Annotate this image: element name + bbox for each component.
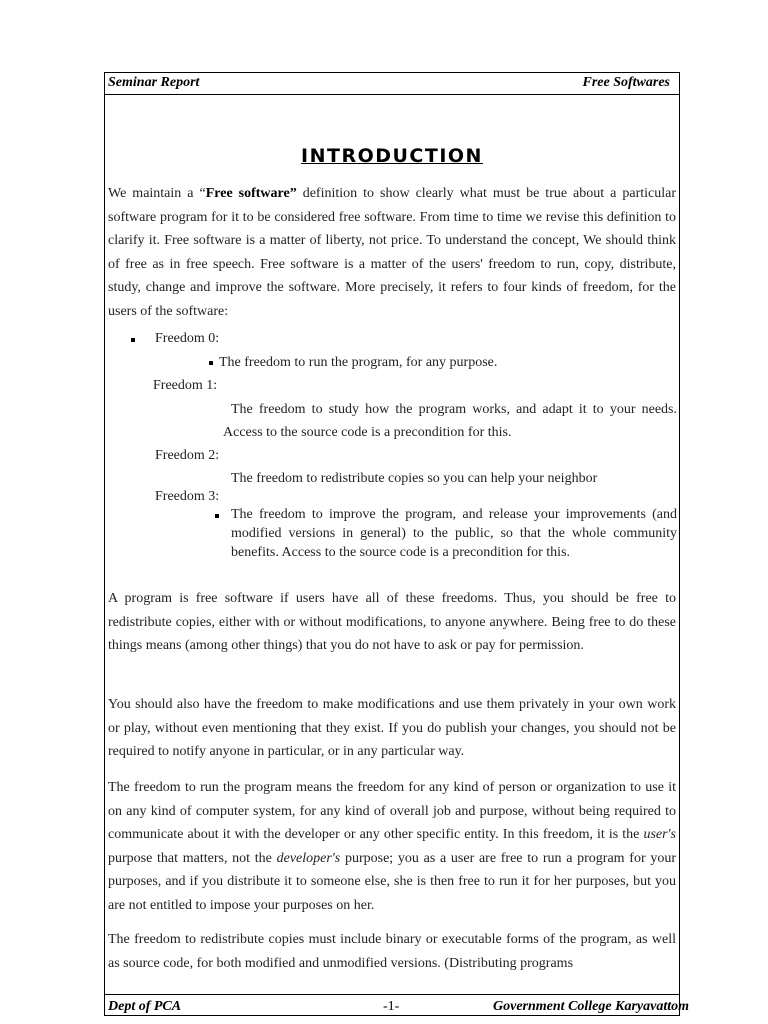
footer-page-number: -1-	[383, 999, 400, 1014]
freedom-3-label: Freedom 3:	[155, 489, 220, 504]
paragraph-modifications: You should also have the freedom to make modifications and use them privately in your own work or play, without even mentioning that they exist. If you do publish your changes, you should not be required to notify anyone in particular, or in any particular way.	[108, 697, 676, 759]
footer-rule	[104, 994, 680, 995]
p4-text-c: purpose; you as a user are free to run a program for your purposes, and if you distribute it to someone else, she is then free to run it for her purposes, but you are not entitled to impose your purposes on her.	[108, 850, 676, 913]
paragraph-permission: A program is free software if users have all of these freedoms. Thus, you should be free to redistribute copies, either with or without modifications, to anyone anywhere. Being free to do these things means (among other things) that you do not have to ask or pay for permission.	[108, 591, 676, 653]
paragraph-run-freedom	[108, 776, 676, 917]
p4-text-b: purpose that matters, not the	[108, 850, 277, 866]
freedom-0-bullet	[131, 338, 135, 342]
intro-paragraph	[108, 182, 676, 323]
freedom-2-text: The freedom to redistribute copies so you can help your neighbor	[231, 471, 598, 486]
footer-college: Government College Karyavattom	[493, 999, 689, 1014]
freedom-0-desc-bullet	[209, 361, 213, 365]
freedom-3-desc-bullet	[215, 514, 219, 518]
footer-department: Dept of PCA	[108, 999, 182, 1014]
intro-text-rest: definition to show clearly what must be true about a particular software program for it to be considered free software. From time to time we revise this definition to clarify it. Free software is a matter of liberty, not price. To understand the concept, We should think of free as in free speech. Free software is a matter of the users' freedom to run, copy, distribute, study, change and improve the software. More precisely, it refers to four kinds of freedom, for the users of the software:	[108, 186, 677, 319]
intro-text-start: We maintain a “	[108, 186, 206, 201]
intro-bold-term: Free software”	[205, 186, 297, 201]
p4-emphasis-user: user's	[643, 827, 676, 842]
p4-text-a: The freedom to run the program means the freedom for any kind of person or organization to use it on any kind of computer system, for any kind of overall job and purpose, without being required to communicate about it with the developer or any other specific entity. In this freedom, it is the	[108, 780, 676, 842]
freedom-1-text: The freedom to study how the program works, and adapt it to your needs. Access to the source code is a precondition for this.	[223, 402, 677, 440]
freedom-3-text: The freedom to improve the program, and release your improvements (and modified versions in general) to the public, so that the whole community benefits. Access to the source code is a precondition for this.	[231, 507, 677, 560]
freedom-0-label: Freedom 0:	[155, 331, 220, 346]
paragraph-redistribute: The freedom to redistribute copies must include binary or executable forms of the program, as well as source code, for both modified and unmodified versions. (Distributing programs	[108, 932, 676, 971]
header-topic-label: Free Softwares	[582, 75, 670, 90]
freedom-1-label: Freedom 1:	[153, 378, 218, 393]
freedom-2-label: Freedom 2:	[155, 448, 220, 463]
freedom-0-text: The freedom to run the program, for any purpose.	[219, 355, 498, 370]
header-report-label: Seminar Report	[108, 75, 200, 90]
header-rule	[104, 94, 680, 95]
p4-emphasis-developer: developer's	[276, 850, 341, 866]
page-title: INTRODUCTION	[301, 145, 483, 167]
